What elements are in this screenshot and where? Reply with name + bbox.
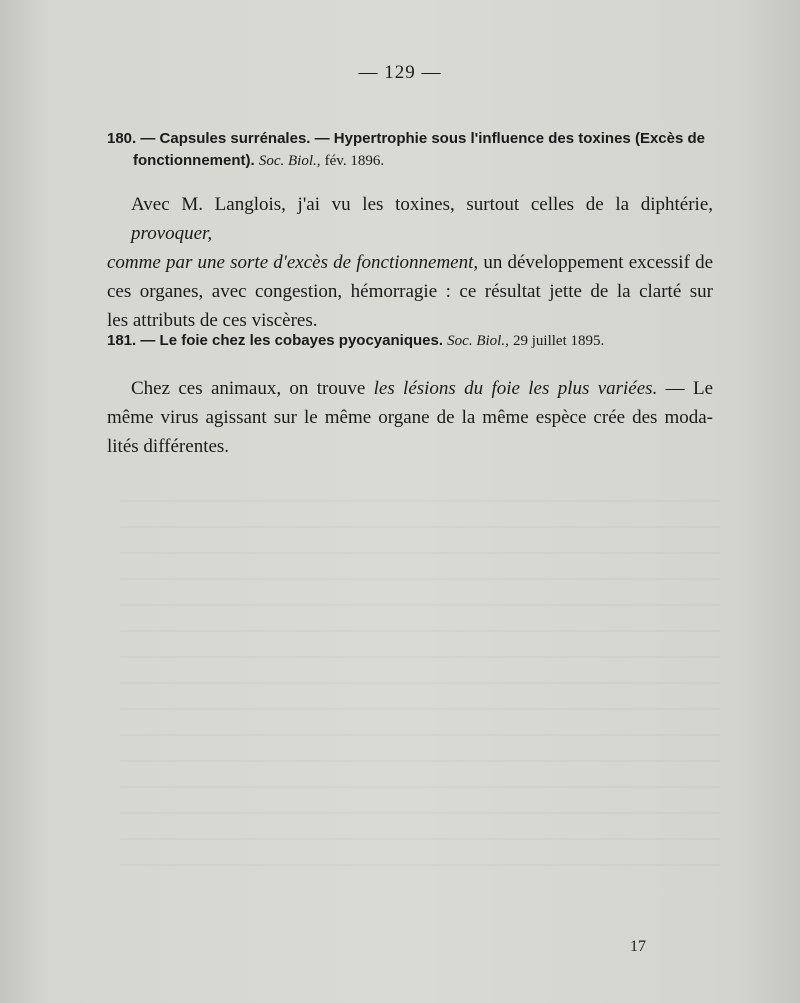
- paragraph-line: [107, 374, 713, 403]
- italic-text-run: comme par une sorte d'excès de fonctionnement,: [107, 252, 479, 273]
- entry-date: 29 juillet 1895.: [513, 333, 605, 349]
- show-through-texture: [120, 500, 720, 880]
- paragraph-line: lités différentes.: [107, 436, 230, 457]
- entry-journal: Soc. Biol.,: [258, 153, 321, 169]
- paragraph-line: même virus agissant sur le même organe de la même espèce crée des moda-: [107, 407, 713, 428]
- entry-subtitle-end: fonctionnement).: [133, 152, 255, 169]
- signature-mark: 17: [630, 938, 646, 955]
- paragraph-line: [107, 190, 713, 248]
- italic-text-run: les lésions du foie les plus variées.: [373, 378, 658, 399]
- entry-date: fév. 1896.: [324, 153, 385, 169]
- entry-journal: Soc. Biol.,: [447, 333, 509, 349]
- entry-number: 180.: [107, 130, 137, 147]
- entry-title: Le foie chez les cobayes pyocyaniques.: [159, 332, 443, 349]
- paragraph-181: [107, 374, 713, 461]
- paragraph-line: ces organes, avec congestion, hémorragie : ce résultat jette de la clarté sur: [107, 281, 713, 302]
- paragraph-line: [107, 248, 713, 277]
- page-number: — 129 —: [358, 62, 442, 83]
- entry-181-heading: [107, 330, 713, 352]
- entry-dash: —: [140, 332, 156, 349]
- entry-continuation: [107, 150, 713, 172]
- entry-180-heading: [107, 128, 713, 172]
- entry-number: 181.: [107, 332, 137, 349]
- text-run: Chez ces animaux, on trouve: [131, 378, 366, 399]
- paragraph-180: [107, 190, 713, 335]
- italic-text-run: provoquer,: [131, 223, 213, 244]
- entry-dash: —: [140, 130, 156, 147]
- text-run: un développement excessif de: [483, 252, 713, 273]
- text-run: Avec M. Langlois, j'ai vu les toxines, surtout celles de la diphtérie,: [131, 194, 713, 215]
- entry-title: Capsules surrénales.: [159, 130, 311, 147]
- paragraph-line: les attributs de ces viscères.: [107, 310, 318, 331]
- entry-subtitle: — Hypertrophie sous l'influence des toxines (Excès de: [314, 130, 705, 147]
- text-run: — Le: [665, 378, 714, 399]
